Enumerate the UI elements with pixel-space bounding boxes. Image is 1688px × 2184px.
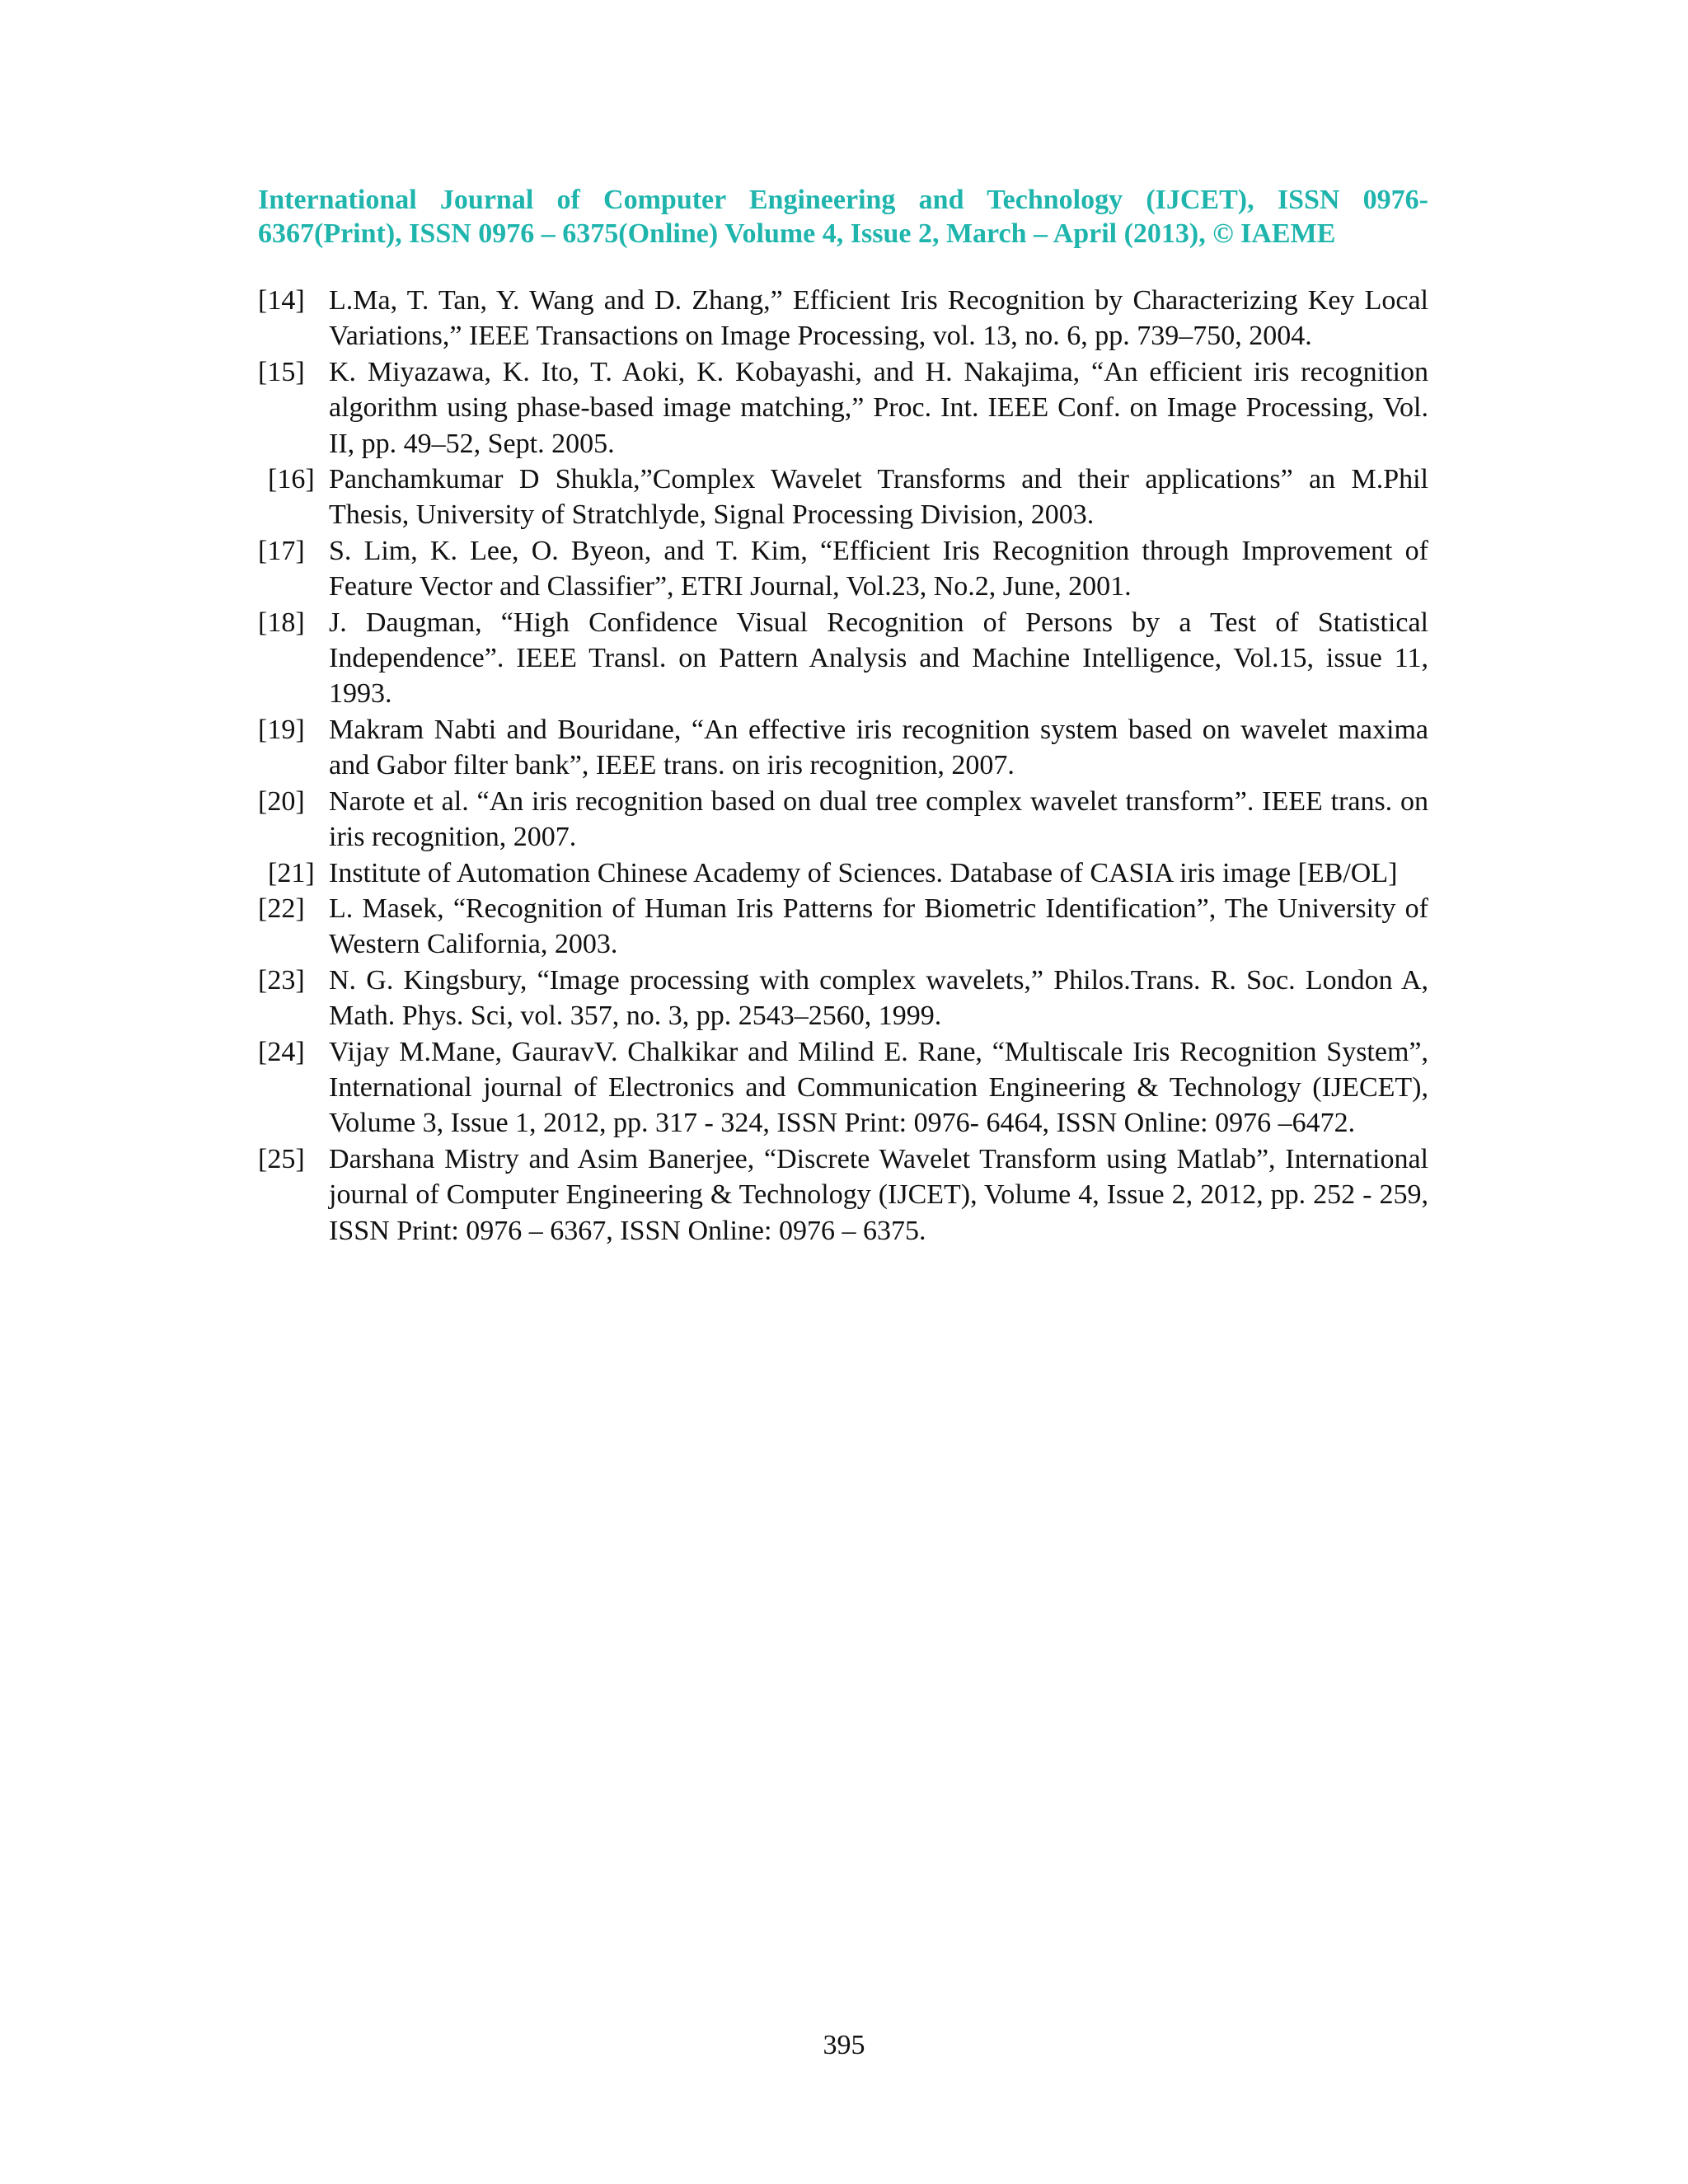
reference-text: Darshana Mistry and Asim Banerjee, “Discrete Wavelet Transform using Matlab”, International journal of Computer Engineering & Technology (IJCET), Volume 4, Issue 2, 2012, pp. 252 - 259, ISSN Print: 0976 – 6367, ISSN Online: 0976 – 6375. <box>329 1143 1428 1246</box>
page-number: 395 <box>823 2030 865 2060</box>
reference-number: [16] <box>268 464 315 495</box>
reference-item <box>258 712 1428 784</box>
reference-number: [18] <box>258 607 305 638</box>
reference-item <box>258 784 1428 855</box>
reference-text: L.Ma, T. Tan, Y. Wang and D. Zhang,” Efficient Iris Recognition by Characterizing Key Local Variations,” IEEE Transactions on Image Processing, vol. 13, no. 6, pp. 739–750, 2004. <box>329 285 1428 352</box>
reference-item <box>258 283 1428 354</box>
reference-number: [21] <box>268 857 315 888</box>
reference-number: [14] <box>258 285 305 316</box>
reference-item <box>258 605 1428 712</box>
reference-item <box>258 855 1428 891</box>
reference-item <box>258 1034 1428 1141</box>
reference-number: [20] <box>258 785 305 817</box>
reference-text: L. Masek, “Recognition of Human Iris Patterns for Biometric Identification”, The University of Western California, 2003. <box>329 893 1428 960</box>
reference-number: [22] <box>258 893 305 924</box>
reference-number: [17] <box>258 535 305 566</box>
reference-item <box>258 1141 1428 1249</box>
reference-item <box>258 354 1428 462</box>
reference-text: Vijay M.Mane, GauravV. Chalkikar and Milind E. Rane, “Multiscale Iris Recognition System”, International journal of Electronics and Communication Engineering & Technology (IJECET), Volume 3, Issue 1, 2012, pp. 317 - 324, ISSN Print: 0976- 6464, ISSN Online: 0976 –6472. <box>329 1036 1428 1139</box>
reference-text: Institute of Automation Chinese Academy of Sciences. Database of CASIA iris image [EB/OL] <box>329 857 1398 888</box>
reference-number: [24] <box>258 1036 305 1067</box>
reference-item <box>258 963 1428 1034</box>
reference-text: N. G. Kingsbury, “Image processing with complex wavelets,” Philos.Trans. R. Soc. London A, Math. Phys. Sci, vol. 357, no. 3, pp. 2543–2560, 1999. <box>329 964 1428 1032</box>
journal-header-line-1: International Journal of Computer Engineering and Technology (IJCET), ISSN 0976- <box>258 185 1428 215</box>
reference-list <box>258 283 1428 1249</box>
reference-text: Makram Nabti and Bouridane, “An effective iris recognition system based on wavelet maxima and Gabor filter bank”, IEEE trans. on iris recognition, 2007. <box>329 714 1428 781</box>
reference-number: [19] <box>258 714 305 745</box>
journal-header <box>258 183 1428 251</box>
journal-header-line-2: 6367(Print), ISSN 0976 – 6375(Online) Volume 4, Issue 2, March – April (2013), © IAEME <box>258 218 1336 249</box>
reference-number: [23] <box>258 964 305 996</box>
reference-item <box>258 462 1428 533</box>
reference-text: Panchamkumar D Shukla,”Complex Wavelet Transforms and their applications” an M.Phil Thesis, University of Stratchlyde, Signal Processing Division, 2003. <box>329 464 1428 531</box>
reference-number: [25] <box>258 1143 305 1174</box>
reference-text: S. Lim, K. Lee, O. Byeon, and T. Kim, “Efficient Iris Recognition through Improvement of Feature Vector and Classifier”, ETRI Journal, Vol.23, No.2, June, 2001. <box>329 535 1428 602</box>
reference-item <box>258 891 1428 963</box>
reference-item <box>258 533 1428 605</box>
reference-text: J. Daugman, “High Confidence Visual Recognition of Persons by a Test of Statistical Independence”. IEEE Transl. on Pattern Analysis and Machine Intelligence, Vol.15, issue 11, 1993. <box>329 607 1428 710</box>
reference-number: [15] <box>258 356 305 387</box>
reference-text: Narote et al. “An iris recognition based on dual tree complex wavelet transform”. IEEE trans. on iris recognition, 2007. <box>329 785 1428 853</box>
reference-text: K. Miyazawa, K. Ito, T. Aoki, K. Kobayashi, and H. Nakajima, “An efficient iris recognition algorithm using phase-based image matching,” Proc. Int. IEEE Conf. on Image Processing, Vol. II, pp. 49–52, Sept. 2005. <box>329 356 1428 459</box>
